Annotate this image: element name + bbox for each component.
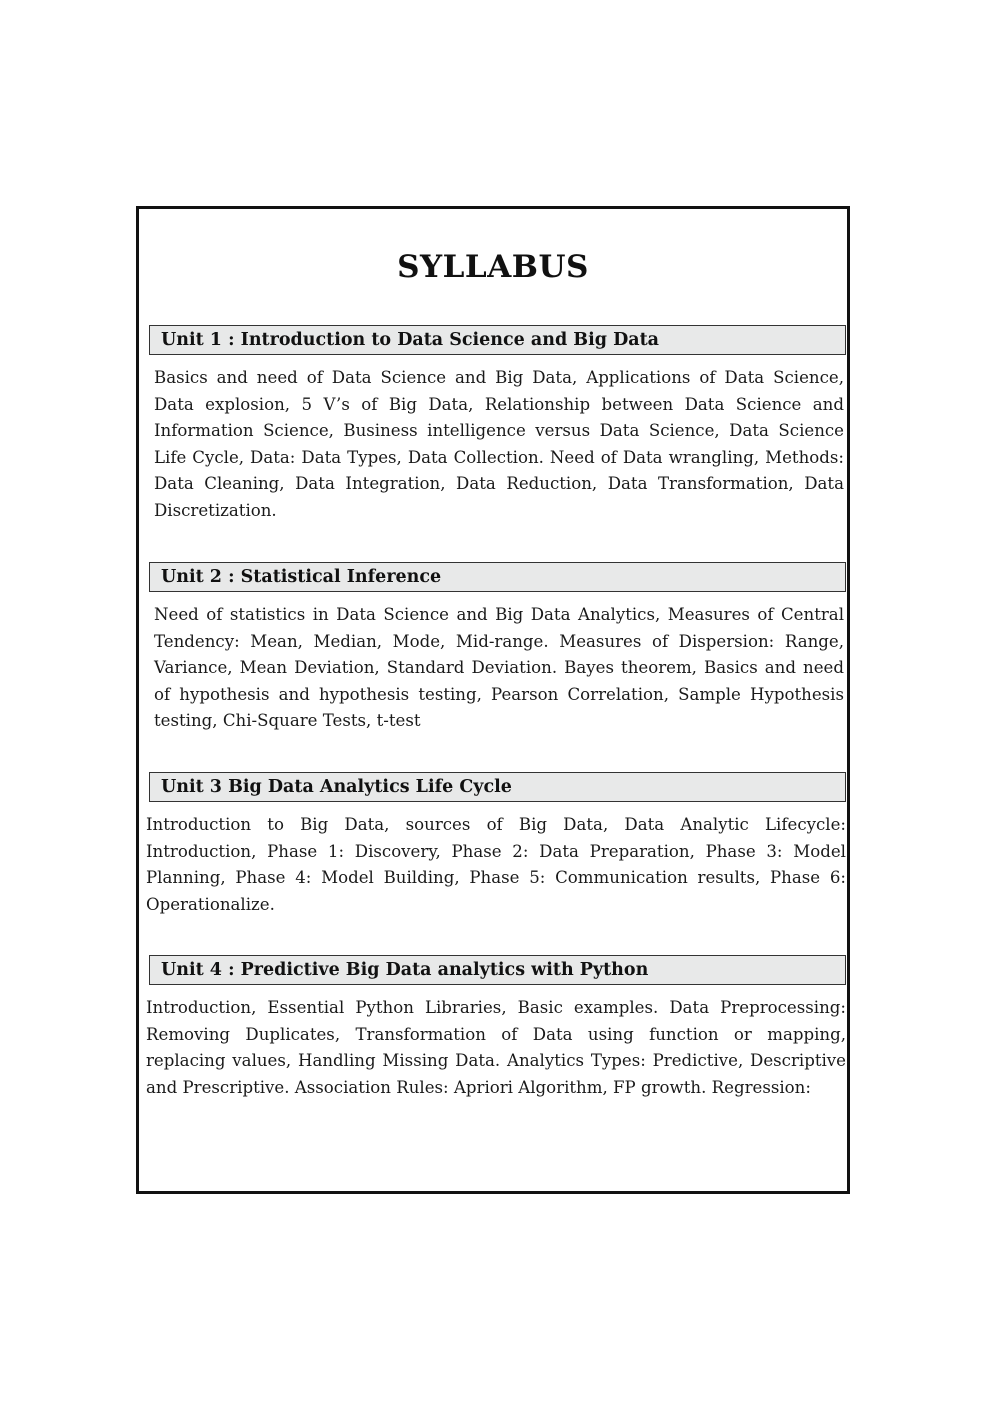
unit-2-heading: Unit 2 : Statistical Inference [149, 562, 846, 592]
unit-4-body: Introduction, Essential Python Libraries, Basic examples. Data Preprocessing: Removing Duplicates, Transformation of Data using function or mapping, replacing values, Handling Missing Data. Analytics Types: Predictive, Descriptive and Prescriptive. Association Rules: Apriori Algorithm, FP growth. Regression: [146, 998, 846, 1097]
unit-4-heading: Unit 4 : Predictive Big Data analytics with Python [149, 955, 846, 985]
unit-3-heading: Unit 3 Big Data Analytics Life Cycle [149, 772, 846, 802]
page-title: SYLLABUS [397, 249, 589, 285]
unit-2-body: Need of statistics in Data Science and Big Data Analytics, Measures of Central Tendency: Mean, Median, Mode, Mid-range. Measures of Dispersion: Range, Variance, Mean Deviation, Standard Deviation. Bayes theorem, Basics and need of hypothesis and hypothesis testing, Pearson Correlation, Sample Hypothesis testing, Chi-Square Tests, t-test [154, 605, 844, 731]
unit-1-heading: Unit 1 : Introduction to Data Science and Big Data [149, 325, 846, 355]
syllabus-frame [136, 206, 850, 1194]
unit-3-body: Introduction to Big Data, sources of Big Data, Data Analytic Lifecycle: Introduction, Phase 1: Discovery, Phase 2: Data Preparation, Phase 3: Model Planning, Phase 4: Model Building, Phase 5: Communication results, Phase 6: Operationalize. [146, 815, 846, 914]
unit-1-body: Basics and need of Data Science and Big Data, Applications of Data Science, Data explosion, 5 V’s of Big Data, Relationship between Data Science and Information Science, Business intelligence versus Data Science, Data Science Life Cycle, Data: Data Types, Data Collection. Need of Data wrangling, Methods: Data Cleaning, Data Integration, Data Reduction, Data Transformation, Data Discretization. [154, 368, 844, 520]
